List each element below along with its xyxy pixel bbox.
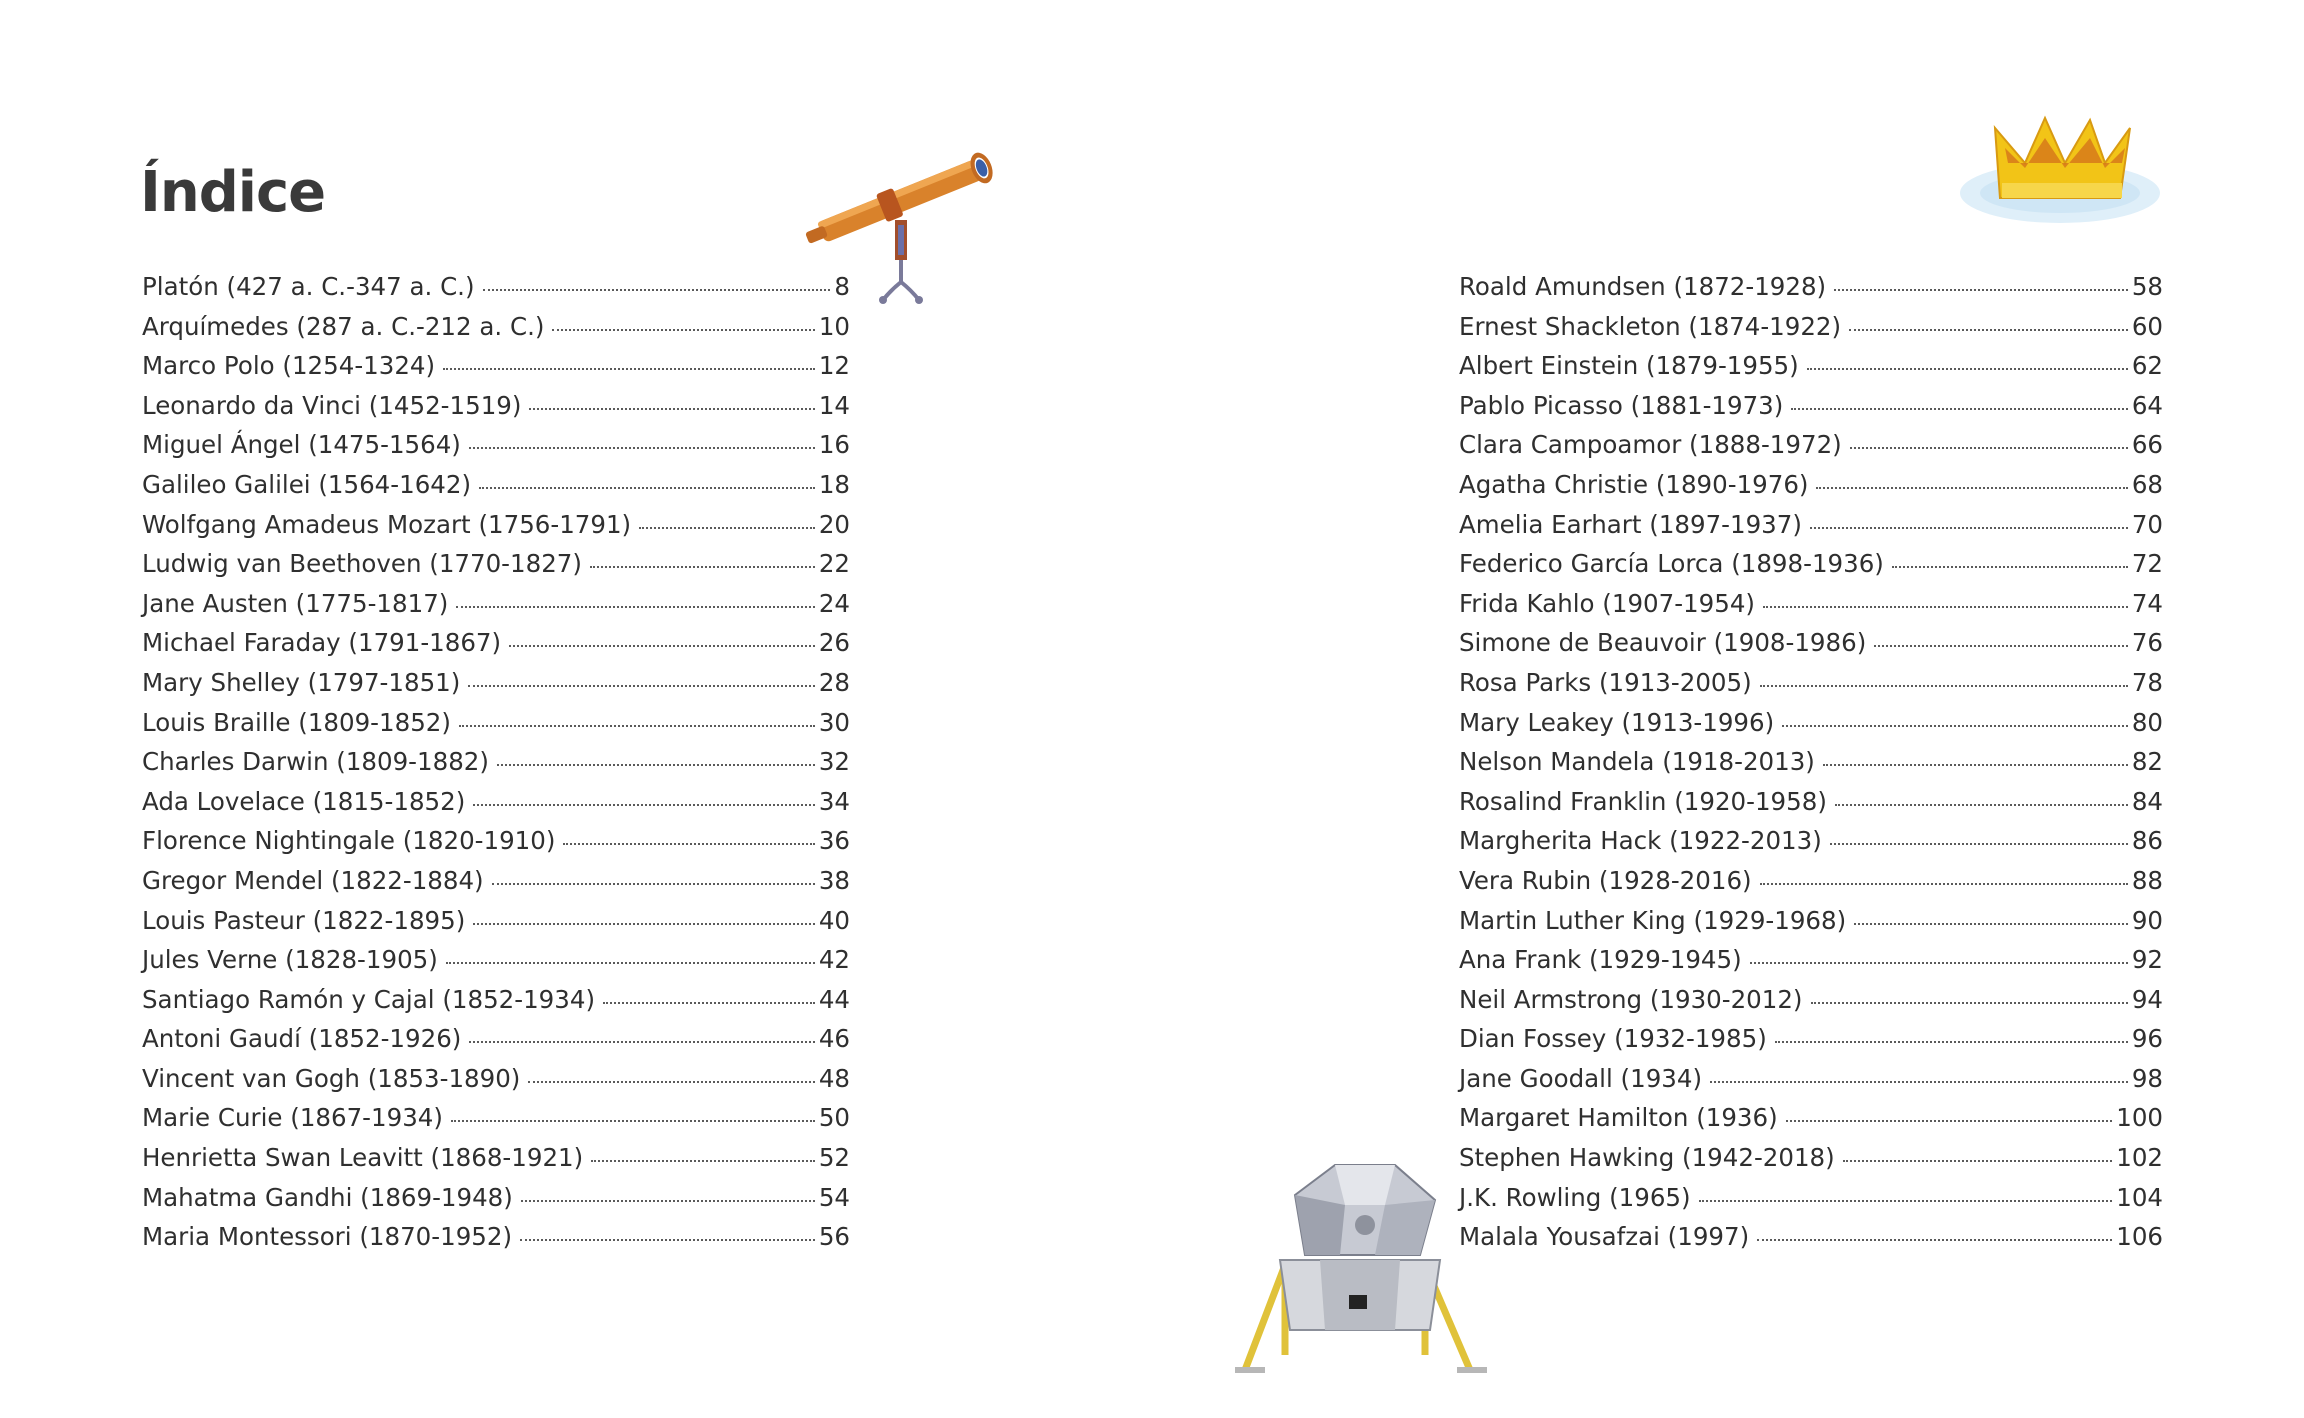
entry-name: Pablo Picasso (1881-1973) bbox=[1459, 390, 1784, 420]
entry-name: Ana Frank (1929-1945) bbox=[1459, 945, 1742, 975]
index-entry bbox=[142, 272, 850, 312]
index-entry bbox=[142, 747, 850, 787]
index-list-right bbox=[1459, 272, 2163, 1262]
index-entry bbox=[1459, 787, 2163, 827]
index-entry bbox=[142, 1143, 850, 1183]
entry-name: Jane Goodall (1934) bbox=[1459, 1063, 1703, 1093]
index-entry bbox=[142, 510, 850, 550]
index-entry bbox=[1459, 1024, 2163, 1064]
dot-leader bbox=[528, 1081, 814, 1083]
entry-name: Maria Montessori (1870-1952) bbox=[142, 1222, 513, 1252]
index-entry bbox=[1459, 470, 2163, 510]
entry-name: Clara Campoamor (1888-1972) bbox=[1459, 430, 1842, 460]
entry-page-number: 28 bbox=[818, 667, 850, 697]
entry-name: Neil Armstrong (1930-2012) bbox=[1459, 984, 1803, 1014]
entry-page-number: 38 bbox=[818, 865, 850, 895]
entry-page-number: 106 bbox=[2116, 1222, 2163, 1252]
crown-icon bbox=[1950, 108, 2170, 238]
dot-leader bbox=[1835, 804, 2128, 806]
entry-page-number: 92 bbox=[2131, 945, 2163, 975]
entry-page-number: 32 bbox=[818, 747, 850, 777]
index-entry bbox=[1459, 272, 2163, 312]
index-entry bbox=[1459, 826, 2163, 866]
entry-name: Frida Kahlo (1907-1954) bbox=[1459, 588, 1755, 618]
entry-name: Charles Darwin (1809-1882) bbox=[142, 747, 489, 777]
entry-name: Antoni Gaudí (1852-1926) bbox=[142, 1024, 462, 1054]
index-entry bbox=[1459, 985, 2163, 1025]
entry-page-number: 50 bbox=[818, 1103, 850, 1133]
entry-name: Galileo Galilei (1564-1642) bbox=[142, 469, 472, 499]
entry-name: Amelia Earhart (1897-1937) bbox=[1459, 509, 1802, 539]
entry-name: Marco Polo (1254-1324) bbox=[142, 351, 436, 381]
dot-leader bbox=[456, 606, 814, 608]
dot-leader bbox=[1763, 606, 2128, 608]
entry-page-number: 34 bbox=[818, 786, 850, 816]
entry-name: Mahatma Gandhi (1869-1948) bbox=[142, 1182, 513, 1212]
entry-name: Ada Lovelace (1815-1852) bbox=[142, 786, 466, 816]
index-entry bbox=[1459, 708, 2163, 748]
entry-name: Roald Amundsen (1872-1928) bbox=[1459, 272, 1827, 301]
index-entry bbox=[142, 351, 850, 391]
entry-page-number: 14 bbox=[818, 390, 850, 420]
index-entry bbox=[1459, 1222, 2163, 1262]
index-entry bbox=[142, 628, 850, 668]
index-entry bbox=[1459, 747, 2163, 787]
dot-leader bbox=[1830, 843, 2128, 845]
entry-name: Martin Luther King (1929-1968) bbox=[1459, 905, 1847, 935]
dot-leader bbox=[1874, 645, 2128, 647]
index-entry bbox=[142, 945, 850, 985]
entry-page-number: 26 bbox=[818, 628, 850, 658]
index-entry bbox=[142, 1222, 850, 1262]
entry-page-number: 104 bbox=[2116, 1182, 2163, 1212]
entry-name: Platón (427 a. C.-347 a. C.) bbox=[142, 272, 475, 301]
index-entry bbox=[142, 866, 850, 906]
index-entry bbox=[142, 1024, 850, 1064]
index-entry bbox=[1459, 549, 2163, 589]
dot-leader bbox=[492, 883, 815, 885]
entry-page-number: 62 bbox=[2131, 351, 2163, 381]
entry-page-number: 86 bbox=[2131, 826, 2163, 856]
dot-leader bbox=[1816, 487, 2127, 489]
entry-name: Malala Yousafzai (1997) bbox=[1459, 1222, 1750, 1252]
entry-page-number: 46 bbox=[818, 1024, 850, 1054]
index-entry bbox=[1459, 1143, 2163, 1183]
dot-leader bbox=[1760, 883, 2128, 885]
entry-name: Ludwig van Beethoven (1770-1827) bbox=[142, 549, 582, 579]
entry-name: Mary Shelley (1797-1851) bbox=[142, 667, 461, 697]
dot-leader bbox=[468, 685, 815, 687]
entry-page-number: 70 bbox=[2131, 509, 2163, 539]
entry-page-number: 80 bbox=[2131, 707, 2163, 737]
dot-leader bbox=[1850, 447, 2128, 449]
entry-name: Louis Pasteur (1822-1895) bbox=[142, 905, 466, 935]
dot-leader bbox=[521, 1200, 815, 1202]
dot-leader bbox=[473, 804, 815, 806]
entry-page-number: 44 bbox=[818, 984, 850, 1014]
entry-name: Margaret Hamilton (1936) bbox=[1459, 1103, 1778, 1133]
index-entry bbox=[1459, 668, 2163, 708]
index-entry bbox=[1459, 628, 2163, 668]
dot-leader bbox=[1834, 289, 2128, 291]
entry-name: Wolfgang Amadeus Mozart (1756-1791) bbox=[142, 509, 632, 539]
entry-name: Federico García Lorca (1898-1936) bbox=[1459, 549, 1884, 579]
dot-leader bbox=[1854, 923, 2128, 925]
index-entry bbox=[142, 1183, 850, 1223]
entry-page-number: 60 bbox=[2131, 311, 2163, 341]
entry-page-number: 22 bbox=[818, 549, 850, 579]
entry-page-number: 16 bbox=[818, 430, 850, 460]
entry-page-number: 20 bbox=[818, 509, 850, 539]
entry-name: Jane Austen (1775-1817) bbox=[142, 588, 449, 618]
dot-leader bbox=[1786, 1120, 2113, 1122]
entry-page-number: 30 bbox=[818, 707, 850, 737]
dot-leader bbox=[1810, 527, 2128, 529]
dot-leader bbox=[473, 923, 815, 925]
lunar-lander-icon bbox=[1225, 1155, 1495, 1385]
entry-page-number: 58 bbox=[2131, 272, 2163, 301]
dot-leader bbox=[443, 368, 815, 370]
dot-leader bbox=[1807, 368, 2128, 370]
entry-page-number: 18 bbox=[818, 469, 850, 499]
entry-name: Ernest Shackleton (1874-1922) bbox=[1459, 311, 1842, 341]
entry-name: Gregor Mendel (1822-1884) bbox=[142, 865, 484, 895]
entry-page-number: 56 bbox=[818, 1222, 850, 1252]
index-entry bbox=[142, 1064, 850, 1104]
index-entry bbox=[142, 787, 850, 827]
entry-page-number: 100 bbox=[2116, 1103, 2163, 1133]
index-entry bbox=[1459, 312, 2163, 352]
dot-leader bbox=[590, 566, 815, 568]
entry-name: Jules Verne (1828-1905) bbox=[142, 945, 438, 975]
dot-leader bbox=[1782, 725, 2128, 727]
entry-name: Mary Leakey (1913-1996) bbox=[1459, 707, 1775, 737]
index-entry bbox=[142, 549, 850, 589]
index-entry bbox=[1459, 866, 2163, 906]
entry-page-number: 74 bbox=[2131, 588, 2163, 618]
index-entry bbox=[1459, 1183, 2163, 1223]
entry-name: Stephen Hawking (1942-2018) bbox=[1459, 1143, 1835, 1173]
index-entry bbox=[142, 668, 850, 708]
dot-leader bbox=[1849, 329, 2128, 331]
index-entry bbox=[1459, 945, 2163, 985]
telescope-icon bbox=[785, 110, 1025, 310]
entry-page-number: 40 bbox=[818, 905, 850, 935]
entry-page-number: 36 bbox=[818, 826, 850, 856]
index-entry bbox=[142, 312, 850, 352]
index-entry bbox=[1459, 430, 2163, 470]
dot-leader bbox=[563, 843, 814, 845]
entry-page-number: 64 bbox=[2131, 390, 2163, 420]
entry-page-number: 98 bbox=[2131, 1063, 2163, 1093]
entry-name: Leonardo da Vinci (1452-1519) bbox=[142, 390, 522, 420]
index-entry bbox=[1459, 510, 2163, 550]
dot-leader bbox=[469, 1041, 814, 1043]
dot-leader bbox=[1750, 962, 2128, 964]
dot-leader bbox=[552, 329, 814, 331]
entry-name: Louis Braille (1809-1852) bbox=[142, 707, 451, 737]
dot-leader bbox=[520, 1239, 815, 1241]
index-entry bbox=[1459, 1103, 2163, 1143]
dot-leader bbox=[451, 1120, 815, 1122]
entry-name: Rosalind Franklin (1920-1958) bbox=[1459, 786, 1827, 816]
entry-page-number: 48 bbox=[818, 1063, 850, 1093]
dot-leader bbox=[1843, 1160, 2113, 1162]
dot-leader bbox=[639, 527, 815, 529]
entry-page-number: 84 bbox=[2131, 786, 2163, 816]
entry-name: Agatha Christie (1890-1976) bbox=[1459, 469, 1809, 499]
dot-leader bbox=[1710, 1081, 2128, 1083]
index-entry bbox=[1459, 391, 2163, 431]
entry-name: Nelson Mandela (1918-2013) bbox=[1459, 747, 1815, 777]
index-entry bbox=[142, 470, 850, 510]
index-list-left bbox=[142, 272, 850, 1262]
dot-leader bbox=[529, 408, 814, 410]
dot-leader bbox=[497, 764, 815, 766]
index-entry bbox=[142, 826, 850, 866]
index-entry bbox=[142, 589, 850, 629]
index-entry bbox=[1459, 351, 2163, 391]
entry-name: Henrietta Swan Leavitt (1868-1921) bbox=[142, 1143, 584, 1173]
dot-leader bbox=[459, 725, 815, 727]
entry-page-number: 10 bbox=[818, 311, 850, 341]
dot-leader bbox=[509, 645, 815, 647]
dot-leader bbox=[483, 289, 831, 291]
entry-page-number: 68 bbox=[2131, 469, 2163, 499]
entry-name: Santiago Ramón y Cajal (1852-1934) bbox=[142, 984, 595, 1014]
entry-name: Vincent van Gogh (1853-1890) bbox=[142, 1063, 521, 1093]
index-entry bbox=[142, 1103, 850, 1143]
dot-leader bbox=[479, 487, 815, 489]
dot-leader bbox=[603, 1002, 815, 1004]
entry-page-number: 72 bbox=[2131, 549, 2163, 579]
entry-name: Florence Nightingale (1820-1910) bbox=[142, 826, 556, 856]
index-entry bbox=[1459, 1064, 2163, 1104]
dot-leader bbox=[1791, 408, 2127, 410]
entry-name: Arquímedes (287 a. C.-212 a. C.) bbox=[142, 311, 545, 341]
entry-page-number: 66 bbox=[2131, 430, 2163, 460]
entry-page-number: 90 bbox=[2131, 905, 2163, 935]
entry-name: Dian Fossey (1932-1985) bbox=[1459, 1024, 1767, 1054]
dot-leader bbox=[1892, 566, 2128, 568]
index-entry bbox=[142, 906, 850, 946]
entry-name: Vera Rubin (1928-2016) bbox=[1459, 865, 1752, 895]
index-entry bbox=[142, 708, 850, 748]
entry-name: J.K. Rowling (1965) bbox=[1459, 1182, 1691, 1212]
index-entry bbox=[142, 391, 850, 431]
entry-page-number: 88 bbox=[2131, 865, 2163, 895]
dot-leader bbox=[1699, 1200, 2113, 1202]
dot-leader bbox=[1760, 685, 2128, 687]
entry-name: Albert Einstein (1879-1955) bbox=[1459, 351, 1799, 381]
index-entry bbox=[142, 985, 850, 1025]
entry-page-number: 12 bbox=[818, 351, 850, 381]
entry-name: Margherita Hack (1922-2013) bbox=[1459, 826, 1822, 856]
entry-name: Simone de Beauvoir (1908-1986) bbox=[1459, 628, 1867, 658]
entry-page-number: 94 bbox=[2131, 984, 2163, 1014]
entry-page-number: 42 bbox=[818, 945, 850, 975]
entry-page-number: 8 bbox=[834, 272, 850, 301]
dot-leader bbox=[1775, 1041, 2128, 1043]
entry-name: Miguel Ángel (1475-1564) bbox=[142, 430, 461, 460]
entry-page-number: 52 bbox=[818, 1143, 850, 1173]
entry-page-number: 76 bbox=[2131, 628, 2163, 658]
dot-leader bbox=[591, 1160, 815, 1162]
dot-leader bbox=[1823, 764, 2128, 766]
entry-page-number: 96 bbox=[2131, 1024, 2163, 1054]
entry-page-number: 54 bbox=[818, 1182, 850, 1212]
entry-name: Rosa Parks (1913-2005) bbox=[1459, 667, 1752, 697]
entry-page-number: 102 bbox=[2116, 1143, 2163, 1173]
index-entry bbox=[1459, 906, 2163, 946]
entry-page-number: 82 bbox=[2131, 747, 2163, 777]
entry-page-number: 78 bbox=[2131, 667, 2163, 697]
entry-name: Marie Curie (1867-1934) bbox=[142, 1103, 443, 1133]
dot-leader bbox=[469, 447, 815, 449]
entry-name: Michael Faraday (1791-1867) bbox=[142, 628, 502, 658]
dot-leader bbox=[1757, 1239, 2112, 1241]
index-entry bbox=[142, 430, 850, 470]
page-title: Índice bbox=[140, 160, 326, 225]
index-entry bbox=[1459, 589, 2163, 629]
dot-leader bbox=[1811, 1002, 2128, 1004]
dot-leader bbox=[446, 962, 815, 964]
entry-page-number: 24 bbox=[818, 588, 850, 618]
